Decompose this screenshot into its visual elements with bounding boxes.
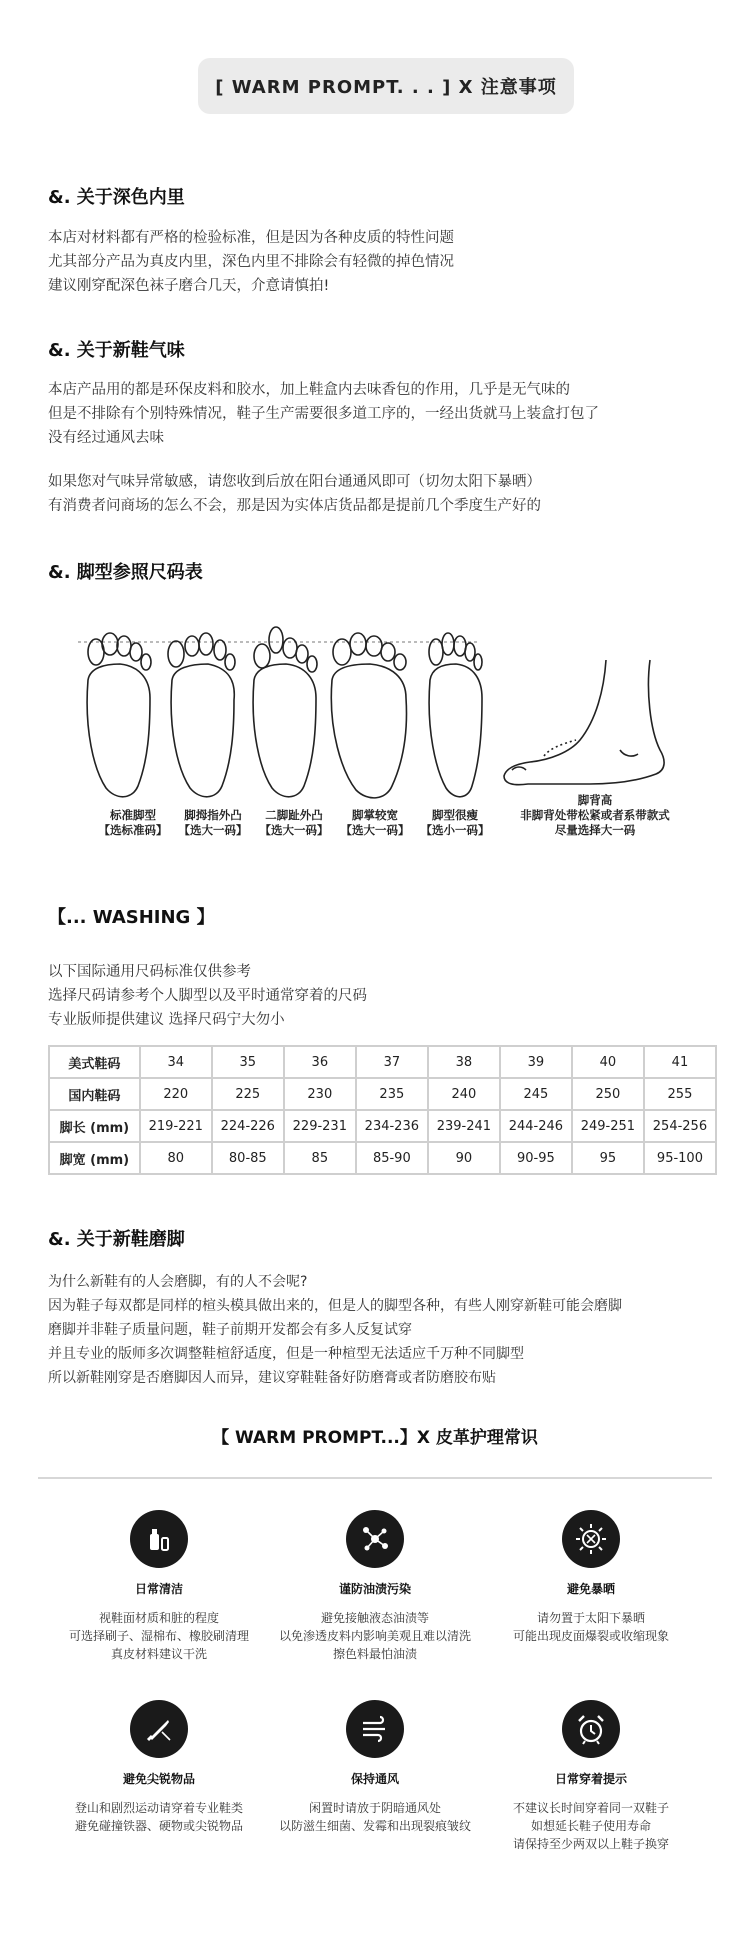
- foot-label-standard: 标准脚型 【选标准码】: [98, 808, 168, 837]
- care-item-oil: [270, 1510, 480, 1663]
- table-cell: 80-85: [212, 1142, 284, 1174]
- cleaning-bottle-icon: [130, 1510, 188, 1568]
- table-cell: 230: [284, 1078, 356, 1110]
- table-cell: 220: [140, 1078, 212, 1110]
- warm-prompt-header: [ WARM PROMPT. . . ] X 注意事项: [198, 58, 574, 114]
- care-title: 日常穿着提示: [554, 1772, 627, 1786]
- table-row: [49, 1110, 716, 1142]
- table-cell: 36: [284, 1046, 356, 1078]
- table-cell: 85-90: [356, 1142, 428, 1174]
- table-cell: 脚宽 (mm): [49, 1142, 140, 1174]
- table-cell: 34: [140, 1046, 212, 1078]
- care-item-sun: [486, 1510, 696, 1645]
- care-title: 避免暴晒: [566, 1582, 615, 1596]
- smell-text-2: 如果您对气味异常敏感，请您收到后放在阳台通通风即可（切勿太阳下暴晒） 有消费者问商场的怎么不会，那是因为实体店货品都是提前几个季度生产好的: [48, 474, 541, 514]
- care-desc: 避免接触液态油渍等 以免渗透皮料内影响美观且难以清洗 擦色料最怕油渍: [278, 1611, 471, 1661]
- table-row: [49, 1142, 716, 1174]
- foot-bunion-drawing: [168, 633, 235, 797]
- table-cell: 239-241: [428, 1110, 500, 1142]
- care-title: 避免尖锐物品: [122, 1772, 195, 1786]
- care-item-sharp: [54, 1700, 264, 1835]
- table-cell: 244-246: [500, 1110, 572, 1142]
- care-desc: 请勿置于太阳下暴晒 可能出现皮面爆裂或收缩现象: [512, 1611, 669, 1643]
- size-guide-text: 以下国际通用尺码标准仅供参考 选择尺码请参考个人脚型以及平时通常穿着的尺码 专业版师提供建议 选择尺码宁大勿小: [48, 964, 367, 1028]
- foot-label-bunion: 脚拇指外凸 【选大一码】: [178, 808, 248, 837]
- table-cell: 95: [572, 1142, 644, 1174]
- table-row: [49, 1046, 716, 1078]
- care-title: 日常清洁: [134, 1582, 183, 1596]
- table-row: [49, 1078, 716, 1110]
- table-cell: 249-251: [572, 1110, 644, 1142]
- table-cell: 240: [428, 1078, 500, 1110]
- table-cell: 95-100: [644, 1142, 716, 1174]
- table-cell: 90: [428, 1142, 500, 1174]
- wind-icon: [346, 1700, 404, 1758]
- section-title-dark-lining: &. 关于深色内里: [48, 187, 185, 208]
- foot-shape-illustrations: [70, 620, 690, 820]
- table-cell: 254-256: [644, 1110, 716, 1142]
- foot-label-second-toe: 二脚趾外凸 【选大一码】: [259, 808, 329, 837]
- care-item-ventilation: [270, 1700, 480, 1835]
- table-cell: 脚长 (mm): [49, 1110, 140, 1142]
- table-cell: 38: [428, 1046, 500, 1078]
- care-desc: 不建议长时间穿着同一双鞋子 如想延长鞋子使用寿命 请保持至少两双以上鞋子换穿: [512, 1801, 669, 1851]
- table-cell: 229-231: [284, 1110, 356, 1142]
- table-cell: 90-95: [500, 1142, 572, 1174]
- table-cell: 224-226: [212, 1110, 284, 1142]
- dark-lining-text: 本店对材料都有严格的检验标准，但是因为各种皮质的特性问题 尤其部分产品为真皮内里，深色内里不排除会有轻微的掉色情况 建议刚穿配深色袜子磨合几天，介意请慎拍!: [48, 230, 454, 294]
- table-cell: 255: [644, 1078, 716, 1110]
- section-title-foot-chart: &. 脚型参照尺码表: [48, 562, 203, 583]
- rubbing-text: 为什么新鞋有的人会磨脚，有的人不会呢? 因为鞋子每双都是同样的楦头模具做出来的，但是人的脚型各种，有些人刚穿新鞋可能会磨脚 磨脚并非鞋子质量问题，鞋子前期开发都会有多人反复试穿 并且专业的版师多次调整鞋楦舒适度，但是一种楦型无法适应千万种不同脚型 所以新鞋刚穿是否磨脚因人而异，建议穿鞋鞋备好防磨膏或者防磨胶布贴: [48, 1274, 622, 1386]
- table-cell: 80: [140, 1142, 212, 1174]
- foot-slim-drawing: [429, 633, 482, 797]
- washing-title: 【... WASHING 】: [48, 907, 215, 928]
- foot-label-slim: 脚型很瘦 【选小一码】: [420, 808, 490, 837]
- foot-label-wide: 脚掌较宽 【选大一码】: [340, 808, 410, 837]
- table-cell: 219-221: [140, 1110, 212, 1142]
- divider: [38, 1477, 712, 1479]
- table-cell: 39: [500, 1046, 572, 1078]
- table-cell: 美式鞋码: [49, 1046, 140, 1078]
- table-cell: 41: [644, 1046, 716, 1078]
- foot-high-instep-drawing: [504, 660, 664, 785]
- smell-text-1: 本店产品用的都是环保皮料和胶水，加上鞋盒内去味香包的作用，几乎是无气味的 但是不排除有个别特殊情况，鞋子生产需要很多道工序的，一经出货就马上装盒打包了 没有经过通风去味: [48, 382, 599, 446]
- sharp-tool-icon: [130, 1700, 188, 1758]
- table-cell: 37: [356, 1046, 428, 1078]
- table-cell: 250: [572, 1078, 644, 1110]
- section-title-new-shoe-rubbing: &. 关于新鞋磨脚: [48, 1229, 185, 1250]
- leather-care-title: 【 WARM PROMPT...】X 皮革护理常识: [212, 1428, 538, 1448]
- foot-second-toe-drawing: [253, 627, 317, 797]
- care-item-daily-wear: [486, 1700, 696, 1853]
- table-cell: 35: [212, 1046, 284, 1078]
- foot-standard-drawing: [87, 633, 151, 797]
- table-cell: 国内鞋码: [49, 1078, 140, 1110]
- foot-label-high-instep: 脚背高 非脚背处带松紧或者系带款式 尽量选择大一码: [520, 793, 670, 837]
- table-cell: 225: [212, 1078, 284, 1110]
- care-item-cleaning: [54, 1510, 264, 1663]
- size-table: [48, 1045, 717, 1175]
- table-cell: 235: [356, 1078, 428, 1110]
- table-cell: 245: [500, 1078, 572, 1110]
- table-cell: 85: [284, 1142, 356, 1174]
- care-desc: 视鞋面材质和脏的程度 可选择刷子、湿棉布、橡胶刷清理 真皮材料建议干洗: [68, 1611, 249, 1661]
- care-title: 谨防油渍污染: [338, 1582, 411, 1596]
- care-desc: 登山和剧烈运动请穿着专业鞋类 避免碰撞铁器、硬物或尖锐物品: [74, 1801, 243, 1833]
- care-title: 保持通风: [350, 1772, 399, 1786]
- alarm-clock-icon: [562, 1700, 620, 1758]
- section-title-new-shoe-smell: &. 关于新鞋气味: [48, 340, 185, 361]
- care-desc: 闲置时请放于阴暗通风处 以防滋生细菌、发霉和出现裂痕皱纹: [278, 1801, 471, 1833]
- oil-stain-icon: [346, 1510, 404, 1568]
- table-cell: 234-236: [356, 1110, 428, 1142]
- table-cell: 40: [572, 1046, 644, 1078]
- foot-wide-drawing: [331, 633, 406, 798]
- sun-icon: [562, 1510, 620, 1568]
